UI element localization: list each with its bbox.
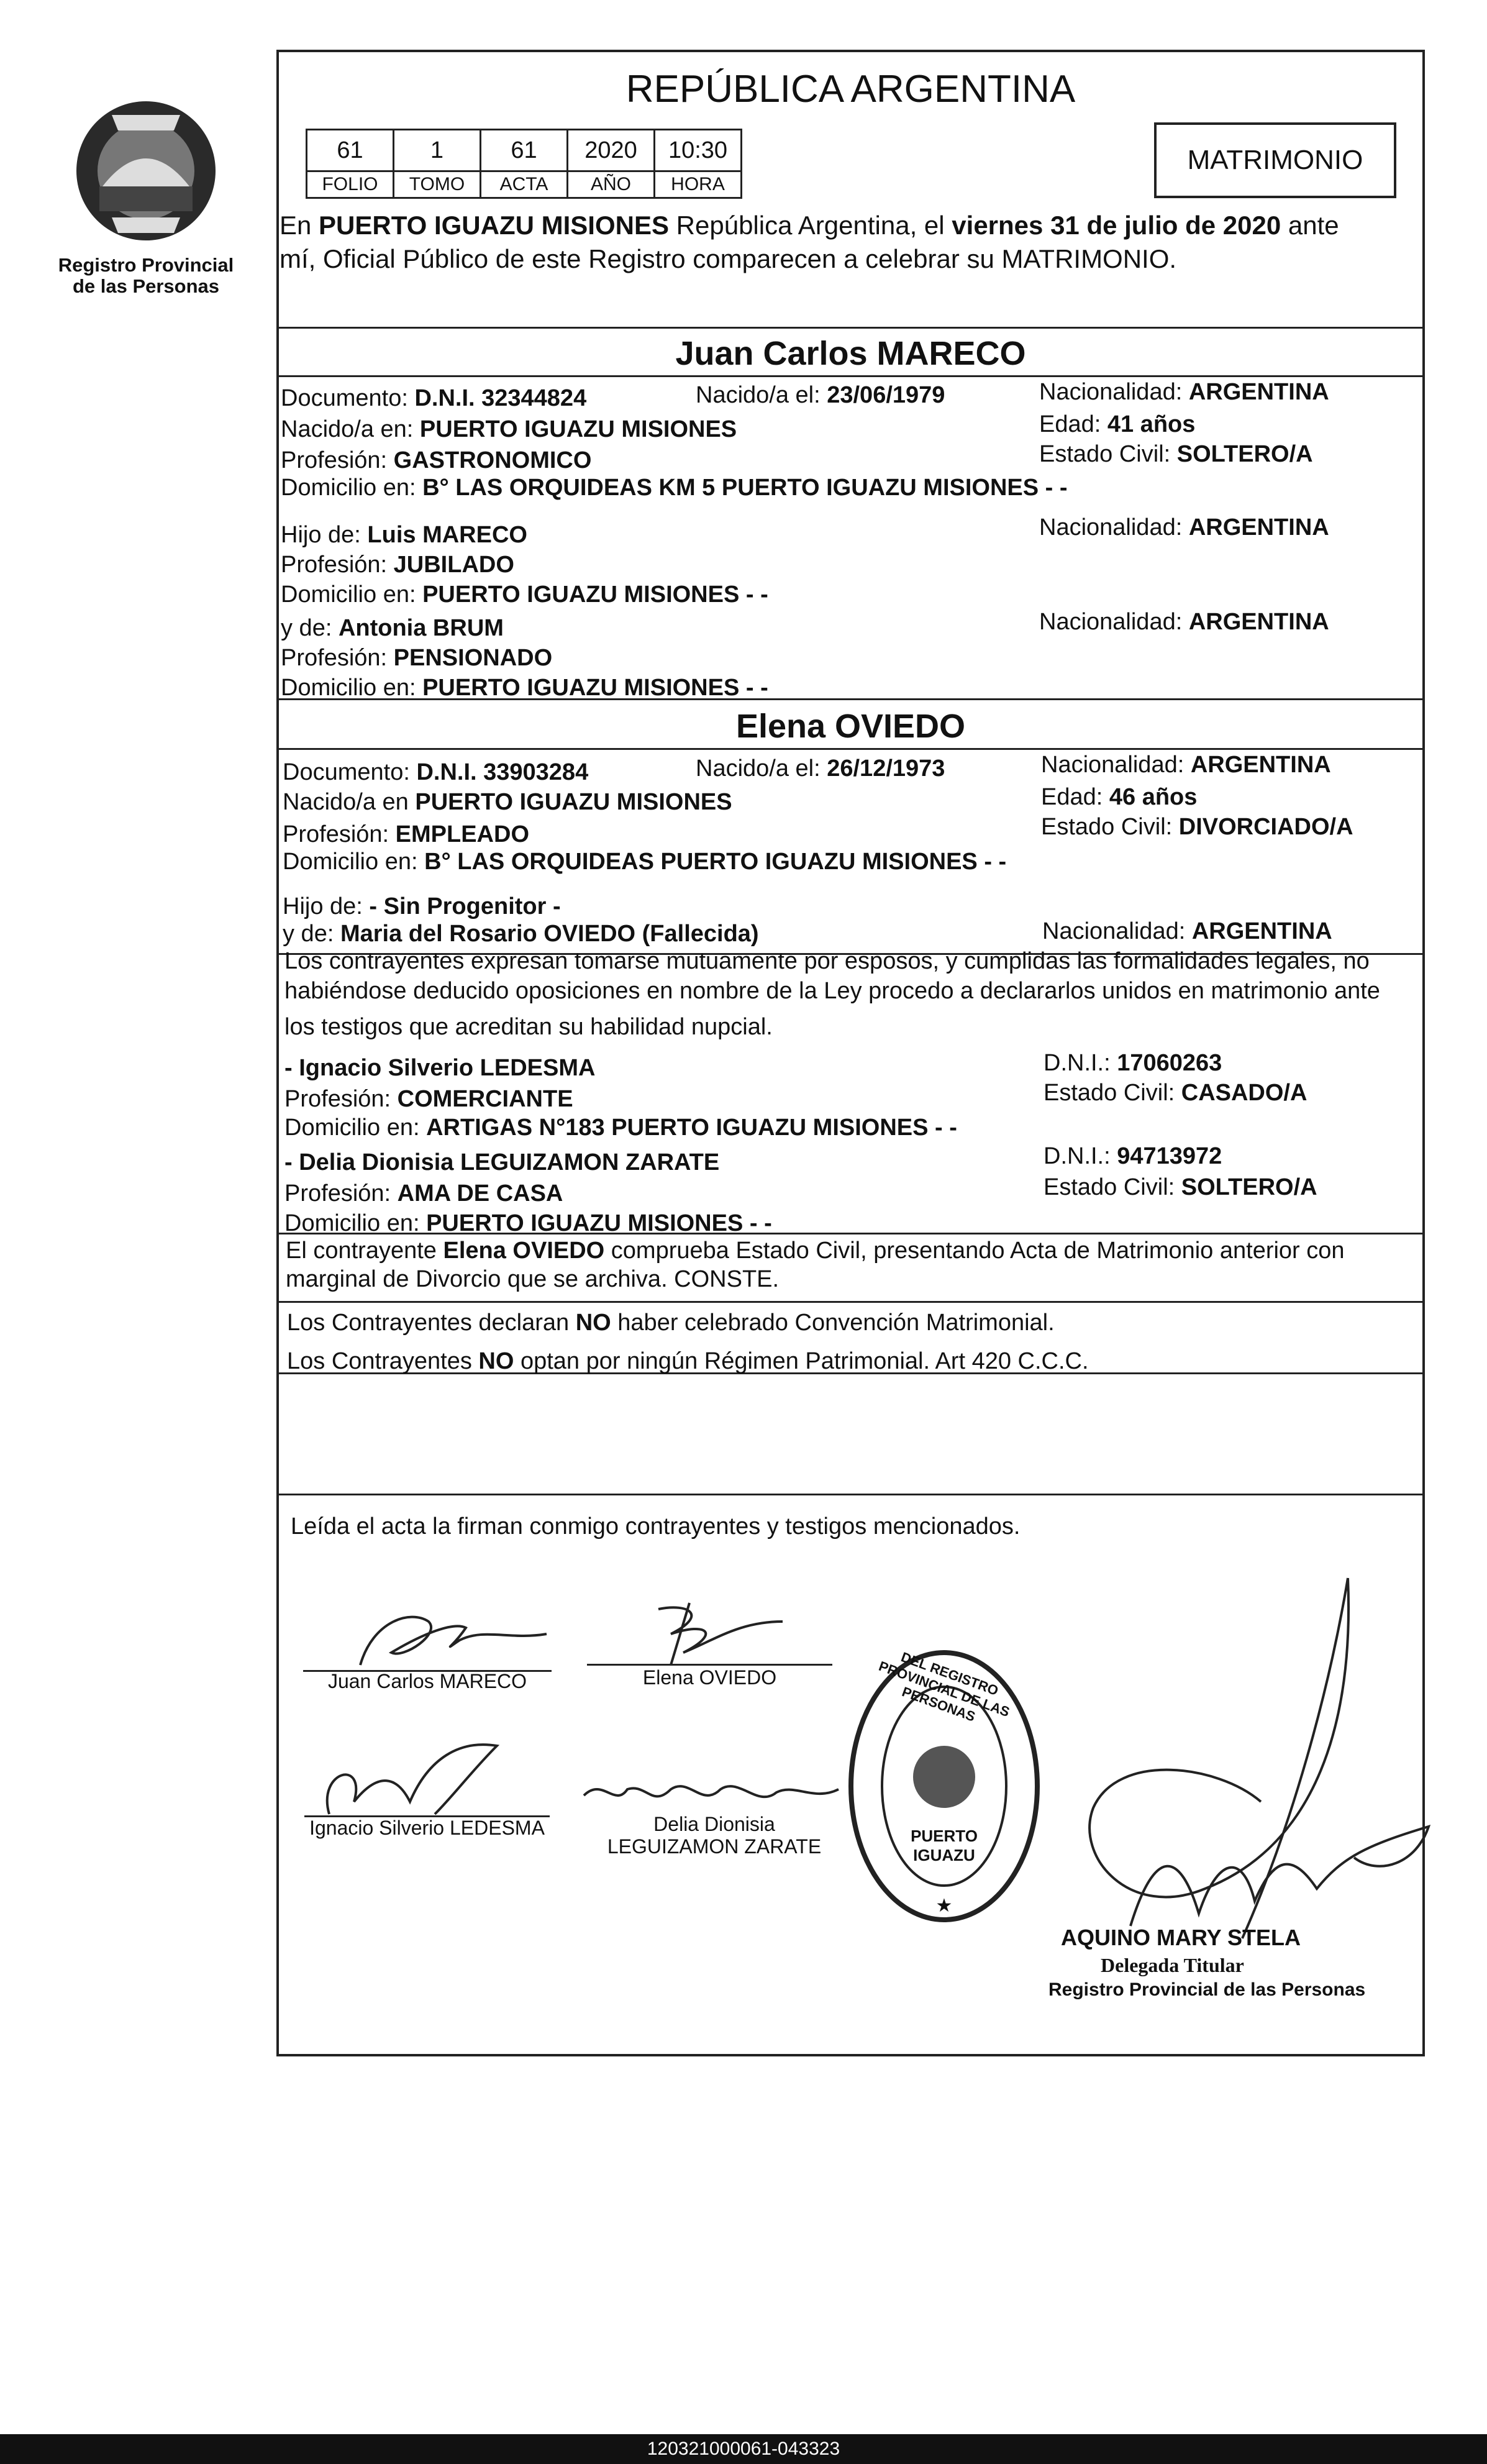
registry-name-line1: Registro Provincial xyxy=(58,254,234,276)
regime-line1 xyxy=(287,1308,1055,1337)
intro-place: PUERTO IGUAZU MISIONES xyxy=(319,211,669,240)
label: Nacido/a el: xyxy=(696,755,827,782)
label: Nacionalidad: xyxy=(1039,379,1189,405)
label: Estado Civil: xyxy=(1041,814,1179,840)
signature-official xyxy=(1056,1566,1441,1963)
label: Nacido/a en: xyxy=(281,416,420,442)
label: Hijo de: xyxy=(283,893,370,919)
label: Nacionalidad: xyxy=(1039,609,1189,635)
value: ARGENTINA xyxy=(1191,918,1332,944)
bride-padre xyxy=(283,892,561,921)
reference-table xyxy=(306,129,742,199)
groom-documento xyxy=(281,384,586,413)
label: Edad: xyxy=(1041,784,1109,810)
official-name: AQUINO MARY STELA xyxy=(1061,1925,1301,1950)
bride-madre-nacionalidad xyxy=(1042,917,1332,946)
divider xyxy=(279,748,1422,750)
witness1-profesion xyxy=(284,1085,573,1113)
value: AMA DE CASA xyxy=(397,1180,563,1207)
label: Profesión: xyxy=(283,821,396,847)
text: comprueba Estado Civil, presentando Acta de Matrimonio anterior con xyxy=(604,1238,1345,1264)
value: - Sin Progenitor - xyxy=(369,893,561,919)
text: Los Contrayentes declaran xyxy=(287,1310,576,1336)
value: D.N.I. 33903284 xyxy=(416,759,589,785)
groom-padre-domicilio xyxy=(281,580,768,609)
document-code-bar: 120321000061-043323 xyxy=(0,2434,1487,2464)
registry-name-line2: de las Personas xyxy=(72,275,220,297)
witness2-estado xyxy=(1044,1173,1317,1202)
groom-estado xyxy=(1039,440,1313,468)
label: Profesión: xyxy=(284,1180,398,1207)
folio-value: 61 xyxy=(307,130,394,171)
value: B° LAS ORQUIDEAS KM 5 PUERTO IGUAZU MISIONES - - xyxy=(422,475,1068,501)
official-seal-stamp xyxy=(839,1640,1050,1932)
bride-edad xyxy=(1041,783,1197,811)
value: SOLTERO/A xyxy=(1181,1174,1317,1200)
bride-nacionalidad xyxy=(1041,751,1331,779)
label: Domicilio en: xyxy=(281,475,423,501)
value: ARGENTINA xyxy=(1188,514,1329,541)
label: y de: xyxy=(283,921,340,947)
bride-name: Elena OVIEDO xyxy=(735,708,966,745)
intro-text: En xyxy=(280,211,319,240)
bride-profesion xyxy=(283,820,529,849)
groom-domicilio xyxy=(281,473,1068,502)
value: Luis MARECO xyxy=(367,522,527,548)
witness1-estado xyxy=(1044,1079,1307,1107)
witness2-profesion xyxy=(284,1179,563,1208)
acta-label: ACTA xyxy=(481,171,568,198)
signature-line xyxy=(587,1664,832,1666)
ano-value: 2020 xyxy=(568,130,655,171)
value: ARTIGAS N°183 PUERTO IGUAZU MISIONES - - xyxy=(426,1115,957,1141)
value: SOLTERO/A xyxy=(1176,441,1313,467)
text: El contrayente xyxy=(286,1238,443,1264)
signature-caption-witness2 xyxy=(590,1813,839,1858)
value: ARGENTINA xyxy=(1190,752,1331,778)
value: ARGENTINA xyxy=(1188,609,1329,635)
divider xyxy=(279,327,1422,329)
declaration-line2: habiéndose deducido oposiciones en nombre de la Ley procedo a declararlos unidos en matrimonio ante xyxy=(284,978,1380,1004)
divider xyxy=(279,1301,1422,1303)
groom-madre-profesion xyxy=(281,644,552,672)
label: Documento: xyxy=(281,385,415,411)
value: PENSIONADO xyxy=(393,645,553,671)
groom-name: Juan Carlos MARECO xyxy=(675,335,1026,372)
witness2-domicilio xyxy=(284,1209,772,1238)
registry-name xyxy=(37,255,255,297)
intro-date: viernes 31 de julio de 2020 xyxy=(952,211,1281,240)
label: Profesión: xyxy=(281,447,394,473)
official-org: Registro Provincial de las Personas xyxy=(1048,1979,1366,2000)
ano-label: AÑO xyxy=(568,171,655,198)
bride-name-ref: Elena OVIEDO xyxy=(443,1238,605,1264)
value: PUERTO IGUAZU MISIONES xyxy=(415,789,732,815)
label: Nacionalidad: xyxy=(1042,918,1192,944)
label: D.N.I.: xyxy=(1044,1143,1117,1169)
value: 46 años xyxy=(1109,784,1198,810)
groom-nacido-el xyxy=(696,381,945,409)
value: B° LAS ORQUIDEAS PUERTO IGUAZU MISIONES - - xyxy=(424,849,1007,875)
text-bold: NO xyxy=(478,1348,514,1374)
value: JUBILADO xyxy=(393,552,514,578)
value: EMPLEADO xyxy=(395,821,530,847)
signature-caption-witness1: Ignacio Silverio LEDESMA xyxy=(309,1817,545,1839)
value: DIVORCIADO/A xyxy=(1178,814,1353,840)
label: Domicilio en: xyxy=(281,675,423,701)
bride-nacido-en xyxy=(283,788,732,816)
divorce-note-line1 xyxy=(286,1236,1345,1265)
divider xyxy=(279,1494,1422,1495)
bride-documento xyxy=(283,758,588,787)
label: Nacionalidad: xyxy=(1039,514,1189,541)
folio-label: FOLIO xyxy=(307,171,394,198)
label: Domicilio en: xyxy=(283,849,425,875)
acta-value: 61 xyxy=(481,130,568,171)
seal-text-inner: PUERTO IGUAZU xyxy=(911,1827,978,1864)
groom-madre-nacionalidad xyxy=(1039,608,1329,636)
groom-madre xyxy=(281,614,504,642)
bride-nacido-el xyxy=(696,754,945,783)
groom-padre-nacionalidad xyxy=(1039,513,1329,542)
value: 23/06/1979 xyxy=(827,382,945,408)
label: Hijo de: xyxy=(281,522,368,548)
tomo-value: 1 xyxy=(394,130,481,171)
bride-estado xyxy=(1041,813,1353,841)
signature-caption-groom: Juan Carlos MARECO xyxy=(327,1670,527,1692)
value: D.N.I. 32344824 xyxy=(414,385,587,411)
text: optan por ningún Régimen Patrimonial. Art 420 C.C.C. xyxy=(514,1348,1089,1374)
text: haber celebrado Convención Matrimonial. xyxy=(611,1310,1055,1336)
groom-nacido-en xyxy=(281,415,737,444)
value: Antonia BRUM xyxy=(338,615,504,641)
value: PUERTO IGUAZU MISIONES - - xyxy=(422,675,768,701)
witness2-name: - Delia Dionisia LEGUIZAMON ZARATE xyxy=(284,1149,720,1175)
bride-domicilio xyxy=(283,847,1006,876)
page-title: REPÚBLICA ARGENTINA xyxy=(625,68,1076,111)
label: Documento: xyxy=(283,759,417,785)
value: CASADO/A xyxy=(1181,1080,1307,1106)
label: Nacido/a el: xyxy=(696,382,827,408)
value: ARGENTINA xyxy=(1188,379,1329,405)
document-type-box: MATRIMONIO xyxy=(1154,122,1396,198)
label: Nacionalidad: xyxy=(1041,752,1191,778)
value: GASTRONOMICO xyxy=(393,447,592,473)
caption-line: Delia Dionisia xyxy=(653,1813,775,1835)
declaration-line3: los testigos que acreditan su habilidad nupcial. xyxy=(284,1014,773,1040)
label: Estado Civil: xyxy=(1039,441,1177,467)
intro-line2: mí, Oficial Público de este Registro comparecen a celebrar su MATRIMONIO. xyxy=(280,244,1177,273)
label: Estado Civil: xyxy=(1044,1174,1181,1200)
label: Estado Civil: xyxy=(1044,1080,1181,1106)
value: COMERCIANTE xyxy=(397,1086,573,1112)
signature-caption-bride: Elena OVIEDO xyxy=(642,1666,777,1689)
witness1-dni xyxy=(1044,1049,1222,1077)
groom-edad xyxy=(1039,410,1195,439)
label: Edad: xyxy=(1039,411,1107,437)
groom-madre-domicilio xyxy=(281,673,768,702)
tomo-label: TOMO xyxy=(394,171,481,198)
value: 41 años xyxy=(1107,411,1196,437)
declaration-line1: Los contrayentes expresan tomarse mutuamente por esposos, y cumplidas las formalidades legales, no xyxy=(284,948,1370,974)
regime-line2 xyxy=(287,1347,1089,1376)
witness2-dni xyxy=(1044,1142,1222,1170)
text-bold: NO xyxy=(575,1310,611,1336)
label: D.N.I.: xyxy=(1044,1050,1117,1076)
label: Nacido/a en xyxy=(283,789,416,815)
divider xyxy=(279,375,1422,377)
value: PUERTO IGUAZU MISIONES xyxy=(419,416,737,442)
value: 94713972 xyxy=(1117,1143,1222,1169)
seal-text-outer: DEL REGISTRO PROVINCIAL DE LAS PERSONAS xyxy=(876,1649,1012,1725)
divorce-note-line2: marginal de Divorcio que se archiva. CONSTE. xyxy=(286,1266,780,1292)
groom-padre xyxy=(281,521,527,549)
intro-line1 xyxy=(280,211,1339,240)
official-role: Delegada Titular xyxy=(1101,1954,1244,1976)
closing-statement: Leída el acta la firman conmigo contrayentes y testigos mencionados. xyxy=(291,1513,1021,1540)
signature-bride xyxy=(634,1597,795,1671)
intro-text: República Argentina, el xyxy=(669,211,952,240)
groom-profesion xyxy=(281,446,591,475)
seal-star-icon: ★ xyxy=(935,1896,953,1916)
value: Maria del Rosario OVIEDO (Fallecida) xyxy=(340,921,759,947)
bride-madre xyxy=(283,919,759,948)
registry-seal-logo xyxy=(68,93,224,249)
hora-value: 10:30 xyxy=(655,130,742,171)
label: Domicilio en: xyxy=(281,582,423,608)
value: 26/12/1973 xyxy=(827,755,945,782)
label: Domicilio en: xyxy=(284,1210,427,1236)
witness1-domicilio xyxy=(284,1113,957,1142)
signature-groom xyxy=(335,1597,559,1677)
label: Profesión: xyxy=(281,645,394,671)
label: Profesión: xyxy=(281,552,394,578)
value: PUERTO IGUAZU MISIONES - - xyxy=(422,582,768,608)
value: 17060263 xyxy=(1117,1050,1222,1076)
label: Domicilio en: xyxy=(284,1115,427,1141)
hora-label: HORA xyxy=(655,171,742,198)
signature-witness1 xyxy=(311,1733,528,1827)
caption-line: LEGUIZAMON ZARATE xyxy=(607,1835,822,1858)
groom-padre-profesion xyxy=(281,550,514,579)
label: y de: xyxy=(281,615,339,641)
value: PUERTO IGUAZU MISIONES - - xyxy=(426,1210,772,1236)
label: Profesión: xyxy=(284,1086,398,1112)
witness1-name: - Ignacio Silverio LEDESMA xyxy=(284,1055,596,1081)
text: Los Contrayentes xyxy=(287,1348,479,1374)
intro-text: ante xyxy=(1281,211,1339,240)
groom-nacionalidad xyxy=(1039,378,1329,406)
